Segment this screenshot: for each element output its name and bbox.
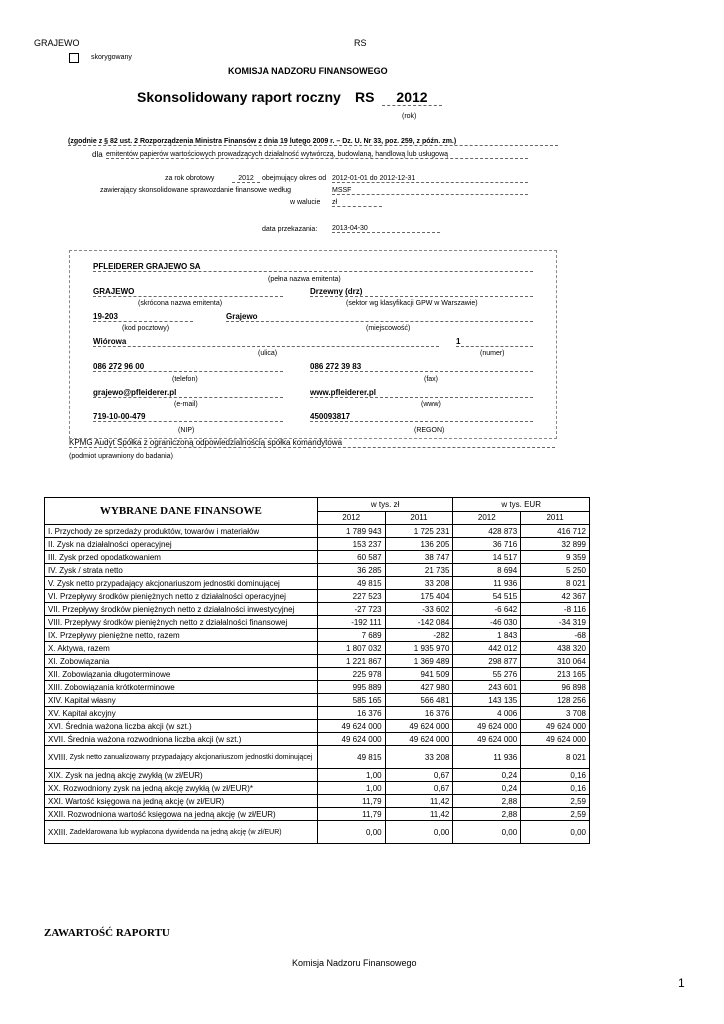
row-value: 2,88 — [453, 795, 521, 808]
row-label: XI. Zobowiązania — [45, 655, 318, 668]
corrected-checkbox[interactable] — [69, 53, 79, 63]
row-value: 8 021 — [521, 577, 590, 590]
report-year: 2012 — [382, 89, 442, 106]
contents-heading: ZAWARTOŚĆ RAPORTU — [44, 927, 170, 939]
row-value: 11 936 — [453, 577, 521, 590]
row-value: 0,00 — [385, 821, 453, 844]
issuer-full-name-caption: (pełna nazwa emitenta) — [268, 276, 341, 283]
issuer-number: 1 — [456, 337, 533, 347]
row-value: 11,42 — [385, 808, 453, 821]
row-value: 213 165 — [521, 668, 590, 681]
fax-caption: (fax) — [424, 376, 438, 383]
standards-label: zawierający skonsolidowane sprawozdanie finansowe według — [100, 187, 292, 194]
row-value: 11 936 — [453, 746, 521, 769]
table-row — [45, 694, 590, 707]
row-value: 1 221 867 — [317, 655, 385, 668]
row-value: 60 587 — [317, 551, 385, 564]
table-row — [45, 603, 590, 616]
row-value: -192 111 — [317, 616, 385, 629]
issuer-fax: 086 272 39 83 — [310, 362, 533, 372]
row-value: -34 319 — [521, 616, 590, 629]
row-value: -27 723 — [317, 603, 385, 616]
row-value: 0,24 — [453, 782, 521, 795]
row-value: 9 359 — [521, 551, 590, 564]
row-value: 3 708 — [521, 707, 590, 720]
corrected-label: skorygowany — [91, 54, 132, 61]
row-value: 11,42 — [385, 795, 453, 808]
fiscal-year: 2012 — [232, 175, 260, 183]
table-row — [45, 769, 590, 782]
report-title: Skonsolidowany raport roczny — [137, 89, 341, 105]
regon-caption: (REGON) — [414, 427, 445, 434]
row-value: 16 376 — [317, 707, 385, 720]
email-caption: (e-mail) — [174, 401, 198, 408]
row-value: 55 276 — [453, 668, 521, 681]
year-header: 2011 — [385, 511, 453, 525]
row-value: 0,00 — [317, 821, 385, 844]
row-value: 0,67 — [385, 769, 453, 782]
financials-title: WYBRANE DANE FINANSOWE — [45, 498, 318, 525]
row-value: 1 807 032 — [317, 642, 385, 655]
row-value: 14 517 — [453, 551, 521, 564]
header-city: GRAJEWO — [34, 38, 80, 48]
row-value: 941 509 — [385, 668, 453, 681]
row-value: 153 237 — [317, 538, 385, 551]
issuer-www[interactable]: www.pfleiderer.pl — [310, 388, 533, 398]
row-label: V. Zysk netto przypadający akcjonariuszom jednostki dominującej — [45, 577, 318, 590]
auditor-name: KPMG Audyt Spółka z ograniczoną odpowiedzialnością spółka komandytowa — [69, 438, 555, 448]
row-value: -282 — [385, 629, 453, 642]
table-row — [45, 564, 590, 577]
row-label: X. Aktywa, razem — [45, 642, 318, 655]
row-label: VIII. Przepływy środków pieniężnych netto z działalności finansowej — [45, 616, 318, 629]
row-value: 33 208 — [385, 746, 453, 769]
row-value: 5 250 — [521, 564, 590, 577]
row-value: 427 980 — [385, 681, 453, 694]
year-header: 2012 — [317, 511, 385, 525]
authority-title: KOMISJA NADZORU FINANSOWEGO — [228, 66, 388, 76]
issuer-short-name: GRAJEWO — [93, 287, 283, 297]
row-roman: XXIII. — [48, 827, 68, 837]
row-value: 227 523 — [317, 590, 385, 603]
row-value: 298 877 — [453, 655, 521, 668]
city-caption: (miejscowość) — [366, 325, 411, 332]
www-caption: (www) — [421, 401, 441, 408]
row-label: XIII. Zobowiązania krótkoterminowe — [45, 681, 318, 694]
eur-header: w tys. EUR — [453, 498, 590, 512]
issuer-type: emitentów papierów wartościowych prowadzących działalność wytwórczą, budowlaną, handlową lub usługową — [106, 151, 528, 159]
financials-body — [45, 525, 590, 844]
row-value: 128 256 — [521, 694, 590, 707]
row-value: 1 789 943 — [317, 525, 385, 538]
row-value: 0,16 — [521, 782, 590, 795]
currency-label: w walucie — [290, 199, 321, 206]
row-label: XIX. Zysk na jedną akcję zwykłą (w zł/EUR) — [45, 769, 318, 782]
issuer-postal-code: 19-203 — [93, 312, 193, 322]
row-value: 0,24 — [453, 769, 521, 782]
sector-caption: (sektor wg klasyfikacji GPW w Warszawie) — [346, 300, 478, 307]
period-range — [332, 175, 528, 183]
year-header: 2011 — [521, 511, 590, 525]
row-value: -33 602 — [385, 603, 453, 616]
for-label: dla — [92, 150, 103, 159]
row-label-text: Zysk netto zanualizowany przypadający akcjonariuszom jednostki dominującej — [69, 753, 313, 761]
row-label: IX. Przepływy pieniężne netto, razem — [45, 629, 318, 642]
row-value: 8 694 — [453, 564, 521, 577]
period-to: 2012-12-31 — [379, 175, 416, 182]
row-value: 49 815 — [317, 577, 385, 590]
row-value: 49 624 000 — [453, 720, 521, 733]
row-value: 243 601 — [453, 681, 521, 694]
table-row — [45, 655, 590, 668]
row-label: XX. Rozwodniony zysk na jedną akcję zwykłą (w zł/EUR)* — [45, 782, 318, 795]
row-value: 438 320 — [521, 642, 590, 655]
row-label: XVII. Średnia ważona rozwodniona liczba akcji (w szt.) — [45, 733, 318, 746]
row-value: 225 978 — [317, 668, 385, 681]
row-value: -68 — [521, 629, 590, 642]
row-label — [45, 821, 318, 844]
row-value: -46 030 — [453, 616, 521, 629]
row-value: 49 815 — [317, 746, 385, 769]
row-value: 136 205 — [385, 538, 453, 551]
short-name-caption: (skrócona nazwa emitenta) — [138, 300, 223, 307]
auditor-caption: (podmiot uprawniony do badania) — [69, 453, 173, 460]
table-row — [45, 629, 590, 642]
row-value: 49 624 000 — [453, 733, 521, 746]
row-value: -8 116 — [521, 603, 590, 616]
row-value: 310 064 — [521, 655, 590, 668]
issuer-street: Wiórowa — [93, 337, 439, 347]
row-value: 585 165 — [317, 694, 385, 707]
table-row — [45, 720, 590, 733]
table-row — [45, 525, 590, 538]
row-value: 0,16 — [521, 769, 590, 782]
row-value: 32 899 — [521, 538, 590, 551]
row-value: 7 689 — [317, 629, 385, 642]
row-label: IV. Zysk / strata netto — [45, 564, 318, 577]
table-row — [45, 808, 590, 821]
row-label: XII. Zobowiązania długoterminowe — [45, 668, 318, 681]
period-label: obejmujący okres od — [262, 175, 327, 182]
row-label-text: Zadeklarowana lub wypłacona dywidenda na jedną akcję (w zł/EUR) — [69, 828, 282, 836]
issuer-phone: 086 272 96 00 — [93, 362, 283, 372]
page-number: 1 — [678, 976, 685, 990]
row-label: XIV. Kapitał własny — [45, 694, 318, 707]
row-label: VI. Przepływy środków pieniężnych netto z działalności operacyjnej — [45, 590, 318, 603]
row-label: XXII. Rozwodniona wartość księgowa na jedną akcję (w zł/EUR) — [45, 808, 318, 821]
row-value: 11,79 — [317, 795, 385, 808]
row-value: 8 021 — [521, 746, 590, 769]
row-value: 1 935 970 — [385, 642, 453, 655]
table-row — [45, 616, 590, 629]
row-value: -6 642 — [453, 603, 521, 616]
row-value: 428 873 — [453, 525, 521, 538]
table-row — [45, 821, 590, 844]
footer-authority: Komisja Nadzoru Finansowego — [292, 958, 417, 968]
row-value: 175 404 — [385, 590, 453, 603]
table-row — [45, 681, 590, 694]
row-value: 1,00 — [317, 769, 385, 782]
row-value: 4 006 — [453, 707, 521, 720]
issuer-nip: 719-10-00-479 — [93, 412, 283, 422]
table-row — [45, 707, 590, 720]
row-value: 0,67 — [385, 782, 453, 795]
table-row — [45, 782, 590, 795]
row-value: 416 712 — [521, 525, 590, 538]
number-caption: (numer) — [480, 350, 505, 357]
row-label: II. Zysk na działalności operacyjnej — [45, 538, 318, 551]
fiscal-year-label: za rok obrotowy — [165, 175, 215, 182]
table-row — [45, 746, 590, 769]
row-value: 2,59 — [521, 808, 590, 821]
row-value: 38 747 — [385, 551, 453, 564]
row-value: 1 369 489 — [385, 655, 453, 668]
row-value: 1,00 — [317, 782, 385, 795]
table-row — [45, 668, 590, 681]
row-value: 42 367 — [521, 590, 590, 603]
row-value: 995 889 — [317, 681, 385, 694]
pln-header: w tys. zł — [317, 498, 453, 512]
row-value: 21 735 — [385, 564, 453, 577]
row-value: 1 843 — [453, 629, 521, 642]
street-caption: (ulica) — [258, 350, 278, 357]
row-value: 49 624 000 — [521, 733, 590, 746]
row-label: I. Przychody ze sprzedaży produktów, towarów i materiałów — [45, 525, 318, 538]
row-label: XVI. Średnia ważona liczba akcji (w szt.) — [45, 720, 318, 733]
row-value: 33 208 — [385, 577, 453, 590]
header-code: RS — [354, 38, 367, 48]
issuer-email[interactable]: grajewo@pfleiderer.pl — [93, 388, 283, 398]
issuer-sector: Drzewny (drz) — [310, 287, 533, 297]
table-row — [45, 577, 590, 590]
row-value: -142 084 — [385, 616, 453, 629]
table-row — [45, 538, 590, 551]
row-value: 49 624 000 — [385, 720, 453, 733]
row-value: 49 624 000 — [317, 720, 385, 733]
row-value: 49 624 000 — [385, 733, 453, 746]
submission-date: 2013-04-30 — [332, 225, 440, 233]
postal-caption: (kod pocztowy) — [122, 325, 170, 332]
row-value: 49 624 000 — [521, 720, 590, 733]
year-caption: (rok) — [402, 113, 417, 120]
row-value: 49 624 000 — [317, 733, 385, 746]
table-row — [45, 590, 590, 603]
issuer-regon: 450093817 — [310, 412, 533, 422]
year-header: 2012 — [453, 511, 521, 525]
row-label: XV. Kapitał akcyjny — [45, 707, 318, 720]
row-value: 143 135 — [453, 694, 521, 707]
financials-table — [44, 497, 590, 844]
row-value: 36 716 — [453, 538, 521, 551]
standards-value: MSSF — [332, 187, 528, 195]
row-label: XXI. Wartość księgowa na jedną akcję (w zł/EUR) — [45, 795, 318, 808]
legal-basis: (zgodnie z § 82 ust. 2 Rozporządzenia Ministra Finansów z dnia 19 lutego 2009 r. – Dz. U. Nr 33, poz. 259, z późn. zm.) — [68, 138, 558, 146]
currency-value: zł — [332, 199, 382, 207]
report-code: RS — [355, 89, 375, 105]
row-value: 1 725 231 — [385, 525, 453, 538]
phone-caption: (telefon) — [172, 376, 198, 383]
nip-caption: (NIP) — [178, 427, 195, 434]
issuer-city: Grajewo — [226, 312, 533, 322]
row-label: VII. Przepływy środków pieniężnych netto z działalności inwestycyjnej — [45, 603, 318, 616]
row-label — [45, 746, 318, 769]
row-value: 2,88 — [453, 808, 521, 821]
row-value: 11,79 — [317, 808, 385, 821]
table-row — [45, 733, 590, 746]
row-value: 36 285 — [317, 564, 385, 577]
row-label: III. Zysk przed opodatkowaniem — [45, 551, 318, 564]
period-to-label: do — [369, 175, 378, 182]
issuer-full-name: PFLEIDERER GRAJEWO SA — [93, 262, 533, 272]
submission-label: data przekazania: — [262, 226, 318, 233]
row-value: 54 515 — [453, 590, 521, 603]
table-row — [45, 795, 590, 808]
row-value: 566 481 — [385, 694, 453, 707]
row-roman: XVIII. — [48, 752, 68, 762]
row-value: 16 376 — [385, 707, 453, 720]
row-value: 2,59 — [521, 795, 590, 808]
row-value: 96 898 — [521, 681, 590, 694]
period-from: 2012-01-01 — [332, 175, 368, 182]
row-value: 0,00 — [521, 821, 590, 844]
table-row — [45, 551, 590, 564]
row-value: 0,00 — [453, 821, 521, 844]
row-value: 442 012 — [453, 642, 521, 655]
table-row — [45, 642, 590, 655]
